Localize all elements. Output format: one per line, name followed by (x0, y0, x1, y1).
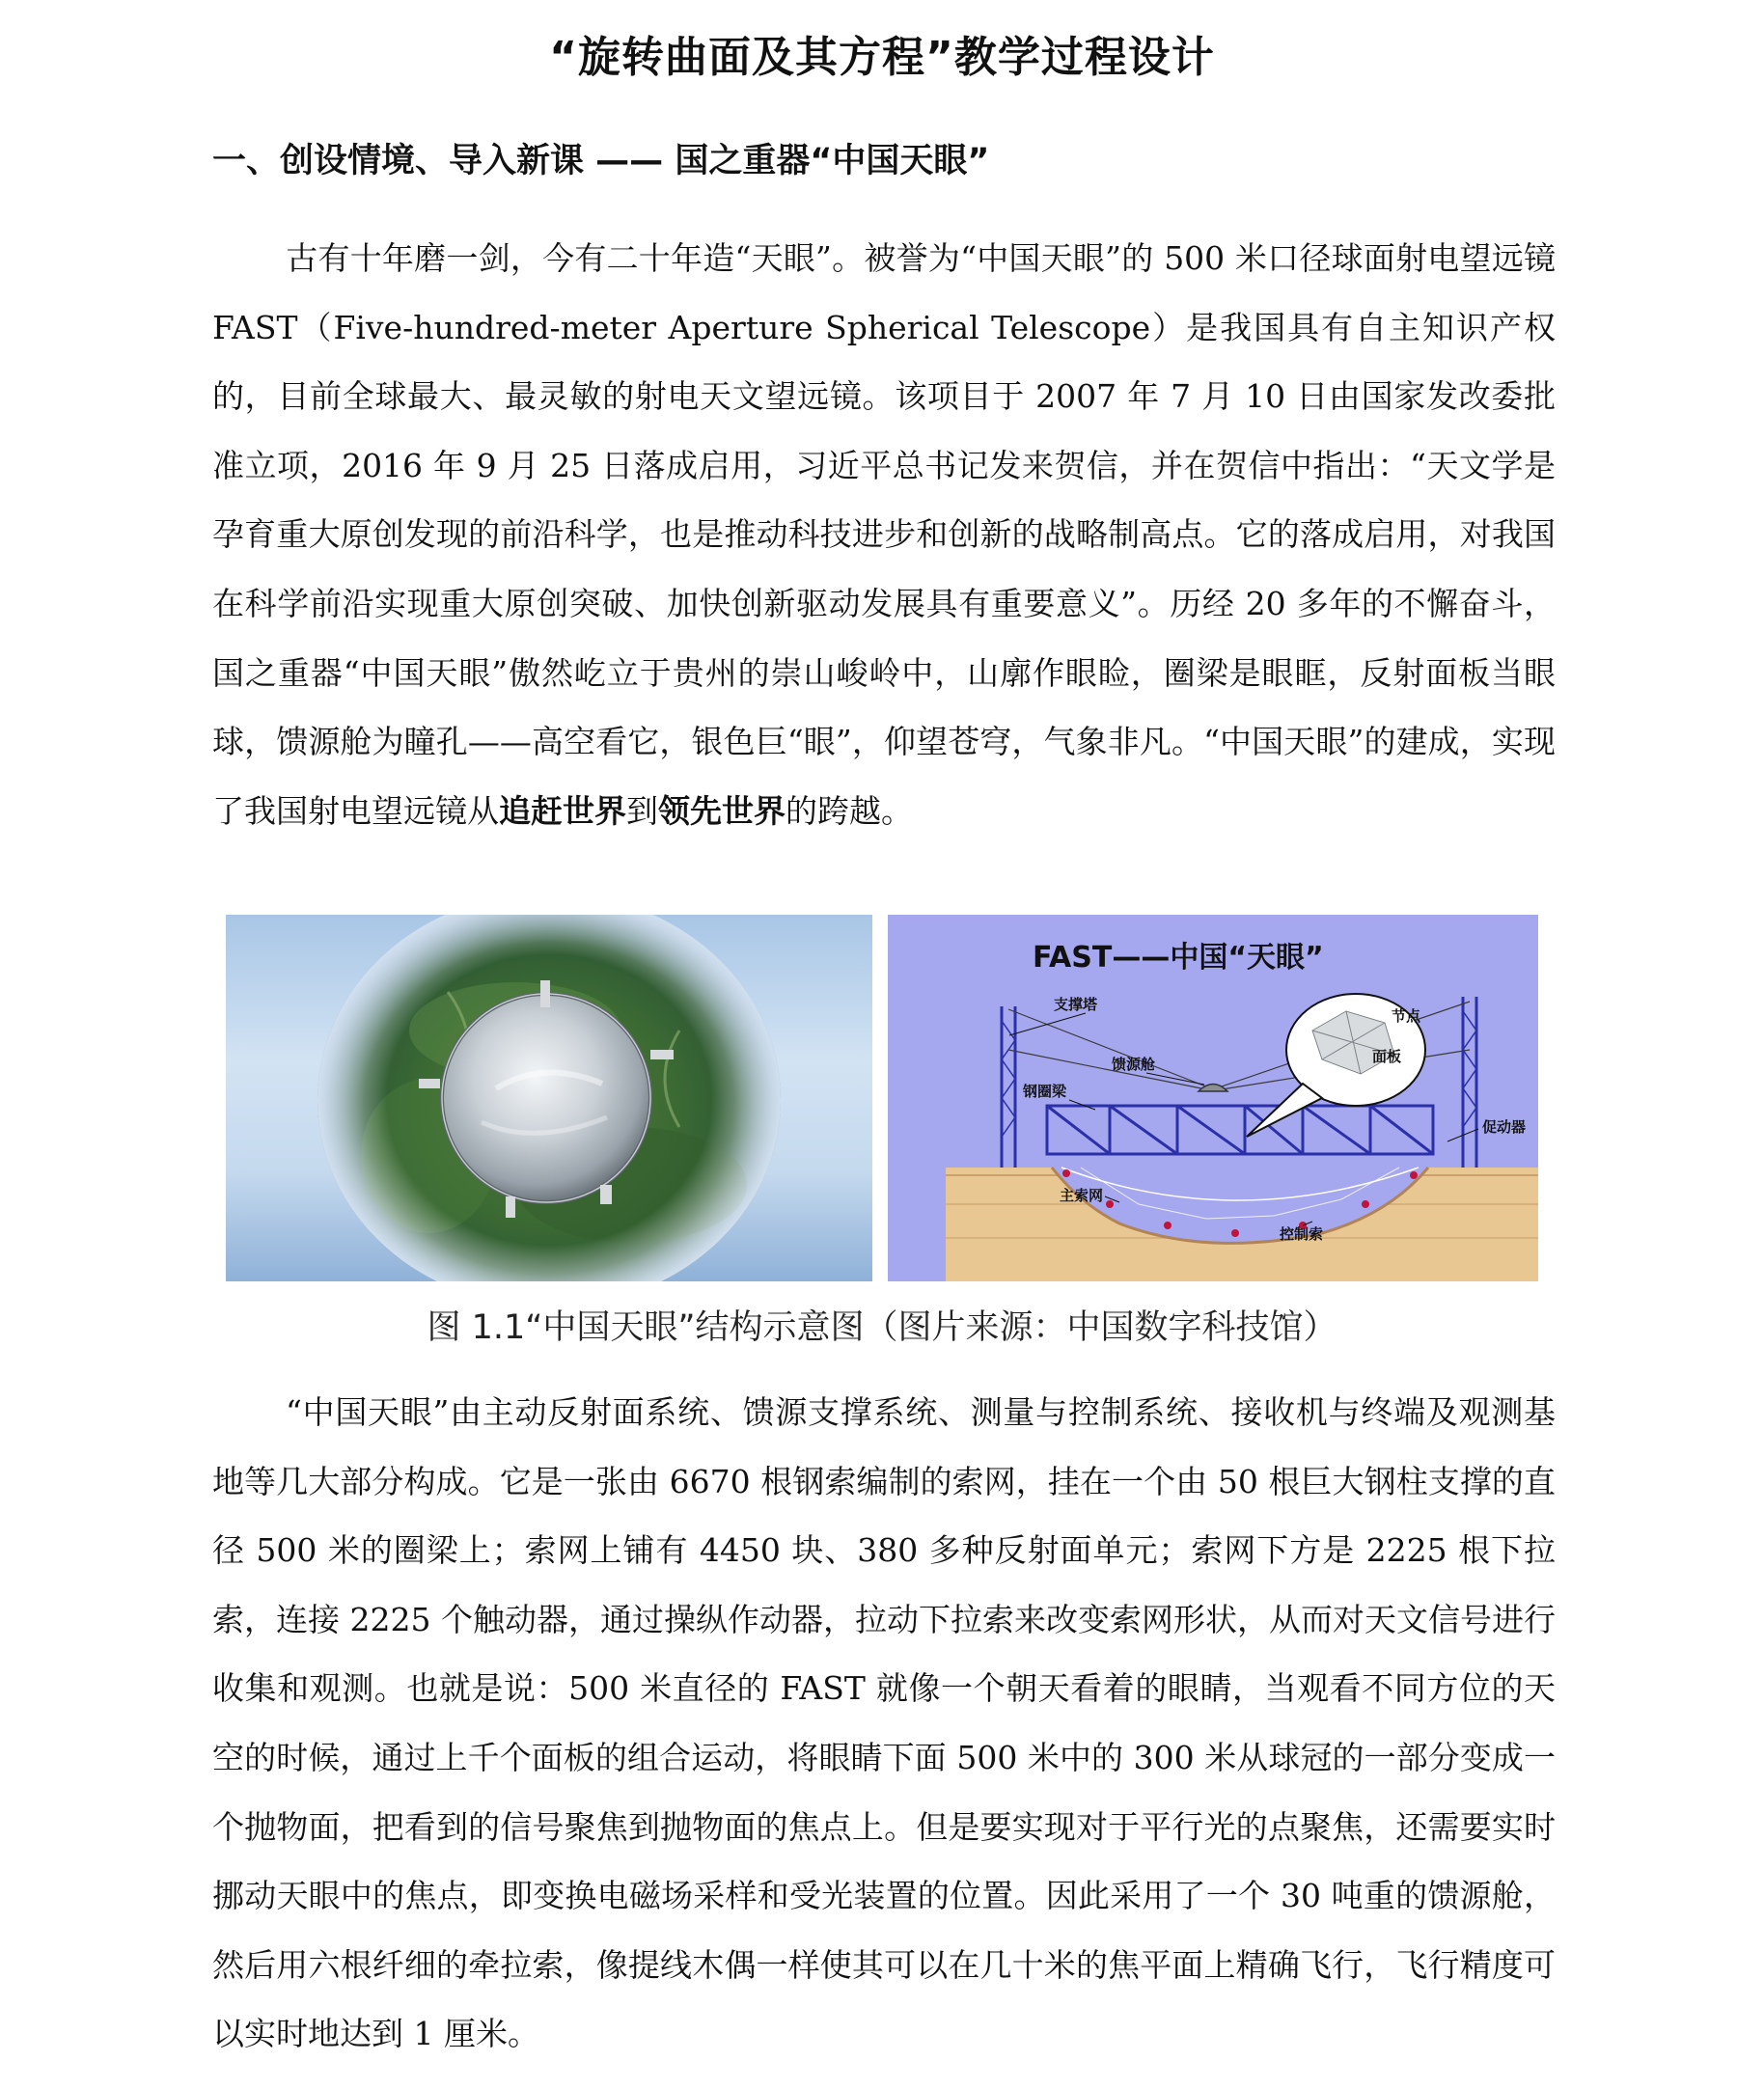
diagram-title: FAST——中国“天眼” (1033, 941, 1324, 975)
label-actuator: 促动器 (1482, 1118, 1527, 1136)
label-node: 节点 (1392, 1007, 1421, 1025)
structure-paragraph (212, 1378, 1556, 2069)
figure-row (226, 915, 1538, 1281)
paragraph-text: 古有十年磨一剑，今有二十年造“天眼”。被誉为“中国天眼”的 500 米口径球面射电望远镜 FAST（Five-hundred-meter Aperture Spherical Telescope）是我国具有自主知识产权的，目前全球最大、最灵敏的射电天文望远镜。该项目于 2007 年 7 月 10 日由国家发改委批准立项，2016 年 9 月 25 日落成启用，习近平总书记发来贺信，并在贺信中指出：“天文学是孕育重大原创发现的前沿科学，也是推动科技进步和创新的战略制高点。它的落成启用，对我国在科学前沿实现重大原创突破、加快创新驱动发展具有重要意义”。历经 20 多年的不懈奋斗，国之重器“中国天眼”傲然屹立于贵州的崇山峻岭中，山廓作眼睑，圈梁是眼眶，反射面板当眼球，馈源舱为瞳孔——高空看它，银色巨“眼”，仰望苍穹，气象非凡。“中国天眼”的建成，实现了我国射电望远镜从 (212, 239, 1556, 830)
aerial-photo-illustration (226, 915, 872, 1281)
paragraph-text: “中国天眼”由主动反射面系统、馈源支撑系统、测量与控制系统、接收机与终端及观测基地等几大部分构成。它是一张由 6670 根钢索编制的索网，挂在一个由 50 根巨大钢柱支撑的直径 500 米的圈梁上；索网上铺有 4450 块、380 多种反射面单元；索网下方是 2225 根下拉索，连接 2225 个触动器，通过操纵作动器，拉动下拉索来改变索网形状，从而对天文信号进行收集和观测。也就是说：500 米直径的 FAST 就像一个朝天看着的眼睛，当观看不同方位的天空的时候，通过上千个面板的组合运动，将眼睛下面 500 米中的 300 米从球冠的一部分变成一个抛物面，把看到的信号聚焦到抛物面的焦点上。但是要实现对于平行光的点聚焦，还需要实时挪动天眼中的焦点，即变换电磁场采样和受光装置的位置。因此采用了一个 30 吨重的馈源舱，然后用六根纤细的牵拉索，像提线木偶一样使其可以在几十米的焦平面上精确飞行，飞行精度可以实时地达到 1 厘米。 (212, 1393, 1556, 2053)
bold-phrase-lead: 领先世界 (658, 791, 786, 830)
paragraph-text-connector: 到 (626, 791, 658, 830)
section-heading: 一、创设情境、导入新课 —— 国之重器“中国天眼” (212, 142, 990, 180)
bold-phrase-catch-up: 追赶世界 (499, 791, 626, 830)
document-title: “旋转曲面及其方程”教学过程设计 (549, 33, 1215, 82)
intro-paragraph (212, 224, 1556, 845)
fast-aerial-photo (226, 915, 872, 1281)
paragraph-text-end: 的跨越。 (786, 791, 913, 830)
label-control-cable: 控制索 (1280, 1225, 1324, 1243)
label-main-cable-net: 主索网 (1060, 1187, 1104, 1204)
label-feed-cabin: 馈源舱 (1112, 1056, 1156, 1073)
figure-caption: 图 1.1“中国天眼”结构示意图（图片来源：中国数字科技馆） (427, 1308, 1337, 1347)
label-panel: 面板 (1372, 1048, 1402, 1065)
label-steel-ring-beam: 钢圈梁 (1023, 1083, 1067, 1100)
fast-structure-diagram (888, 915, 1538, 1281)
label-support-tower: 支撑塔 (1054, 996, 1098, 1013)
structure-diagram-svg (888, 915, 1538, 1281)
